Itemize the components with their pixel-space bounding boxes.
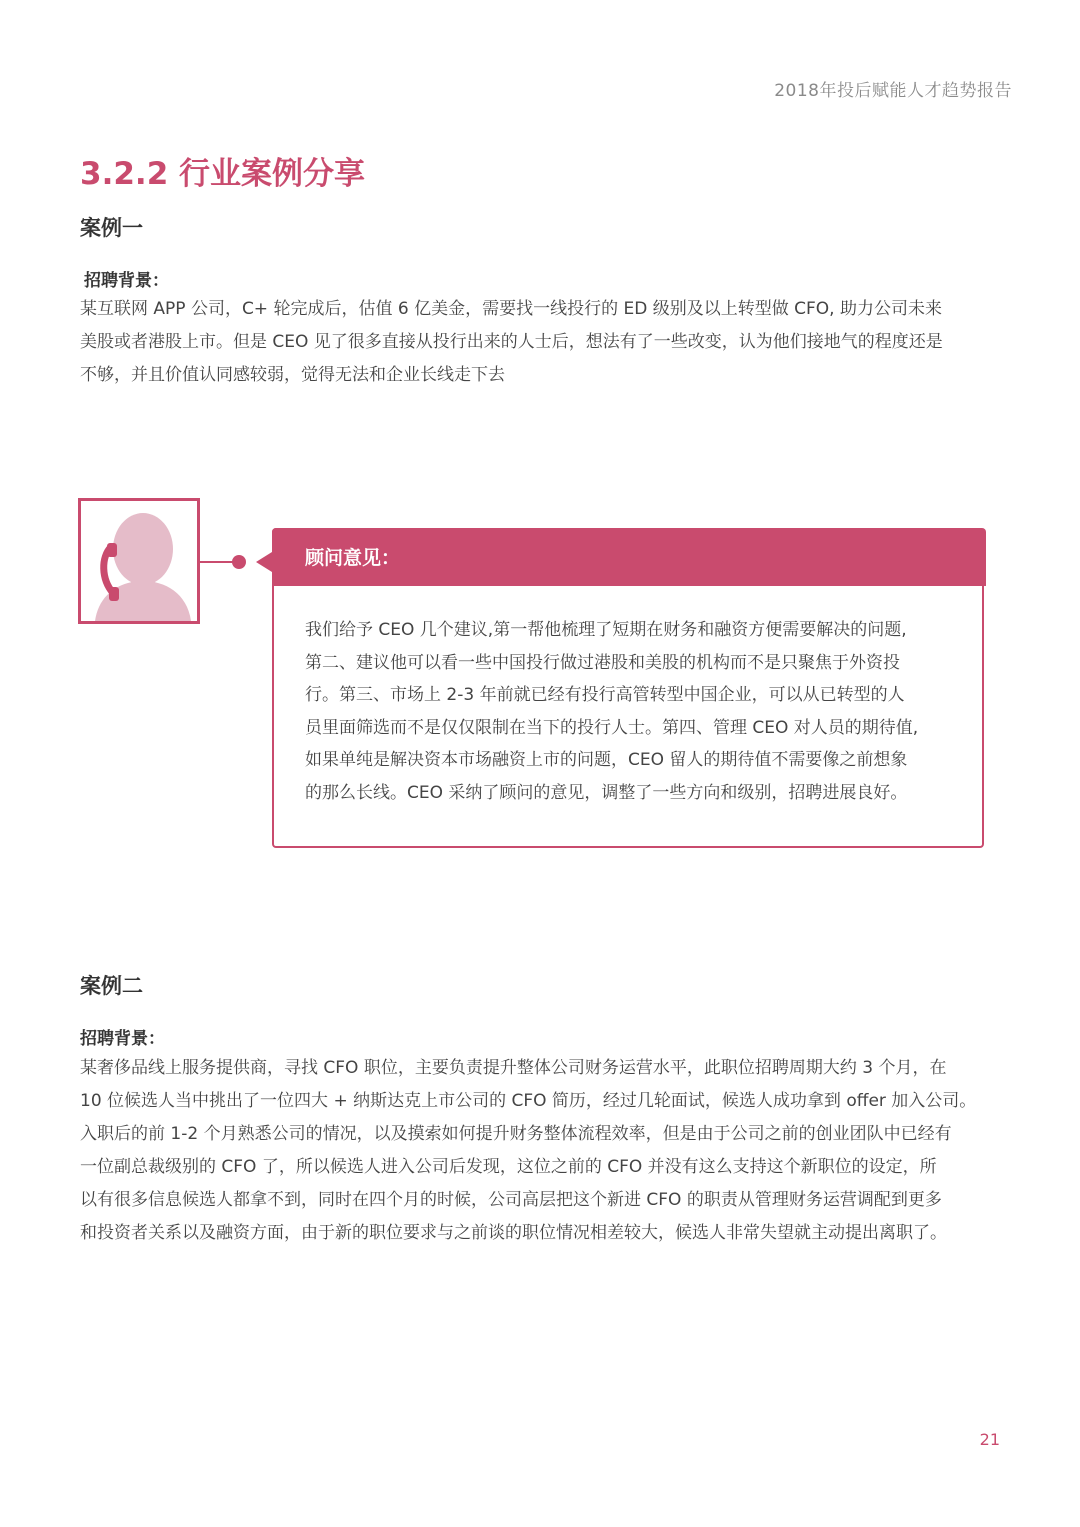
advice-title: 顾问意见： <box>305 547 401 569</box>
advice-body <box>305 614 975 809</box>
paragraph-line: 美股或者港股上市。但是 CEO 见了很多直接从投行出来的人士后，想法有了一些改变，认为他们接地气的程度还是 <box>80 332 943 352</box>
page-number: 21 <box>979 1430 1000 1449</box>
person-phone-icon <box>81 501 197 621</box>
paragraph-line: 某互联网 APP 公司，C+ 轮完成后，估值 6 亿美金，需要找一线投行的 ED 级别及以上转型做 CFO, 助力公司未来 <box>80 299 942 319</box>
advice-line: 如果单纯是解决资本市场融资上市的问题，CEO 留人的期待值不需要像之前想象 <box>305 750 908 770</box>
connector-line <box>197 561 237 563</box>
advice-line: 我们给予 CEO 几个建议,第一帮他梳理了短期在财务和融资方便需要解决的问题, <box>305 620 907 640</box>
paragraph-line: 某奢侈品线上服务提供商，寻找 CFO 职位，主要负责提升整体公司财务运营水平，此职位招聘周期大约 3 个月，在 <box>80 1058 947 1078</box>
advice-line: 的那么长线。CEO 采纳了顾问的意见，调整了一些方向和级别，招聘进展良好。 <box>305 782 908 803</box>
connector-dot <box>232 555 246 569</box>
case-two-title: 案例二 <box>80 974 143 998</box>
case-one-title: 案例一 <box>80 216 143 240</box>
paragraph-line: 以有很多信息候选人都拿不到，同时在四个月的时候，公司高层把这个新进 CFO 的职责从管理财务运营调配到更多 <box>80 1190 942 1210</box>
case-two-background-label: 招聘背景： <box>80 1029 165 1049</box>
paragraph-line: 10 位候选人当中挑出了一位四大 + 纳斯达克上市公司的 CFO 简历，经过几轮面试，候选人成功拿到 offer 加入公司。 <box>80 1091 977 1111</box>
case-two-paragraph <box>80 1052 1020 1250</box>
case-one-paragraph <box>80 293 1020 392</box>
advice-line: 行。第三、市场上 2-3 年前就已经有投行高管转型中国企业，可以从已转型的人 <box>305 685 905 705</box>
paragraph-line: 不够，并且价值认同感较弱，觉得无法和企业长线走下去 <box>80 365 505 385</box>
section-title: 3.2.2 行业案例分享 <box>80 156 366 192</box>
paragraph-line: 和投资者关系以及融资方面，由于新的职位要求与之前谈的职位情况相差较大，候选人非常失望就主动提出离职了。 <box>80 1223 947 1243</box>
advice-line: 员里面筛选而不是仅仅限制在当下的投行人士。第四、管理 CEO 对人员的期待值, <box>305 717 919 738</box>
advice-line: 第二、建议他可以看一些中国投行做过港股和美股的机构而不是只聚焦于外资投 <box>305 652 900 673</box>
case-one-background-label: 招聘背景： <box>84 271 169 291</box>
paragraph-line: 入职后的前 1-2 个月熟悉公司的情况，以及摸索如何提升财务整体流程效率，但是由于公司之前的创业团队中已经有 <box>80 1124 952 1144</box>
consultant-avatar <box>78 498 200 624</box>
advice-pointer <box>256 552 272 572</box>
report-title: 2018年投后赋能人才趋势报告 <box>774 81 1012 101</box>
paragraph-line: 一位副总裁级别的 CFO 了，所以候选人进入公司后发现，这位之前的 CFO 并没有这么支持这个新职位的设定，所 <box>80 1157 937 1177</box>
